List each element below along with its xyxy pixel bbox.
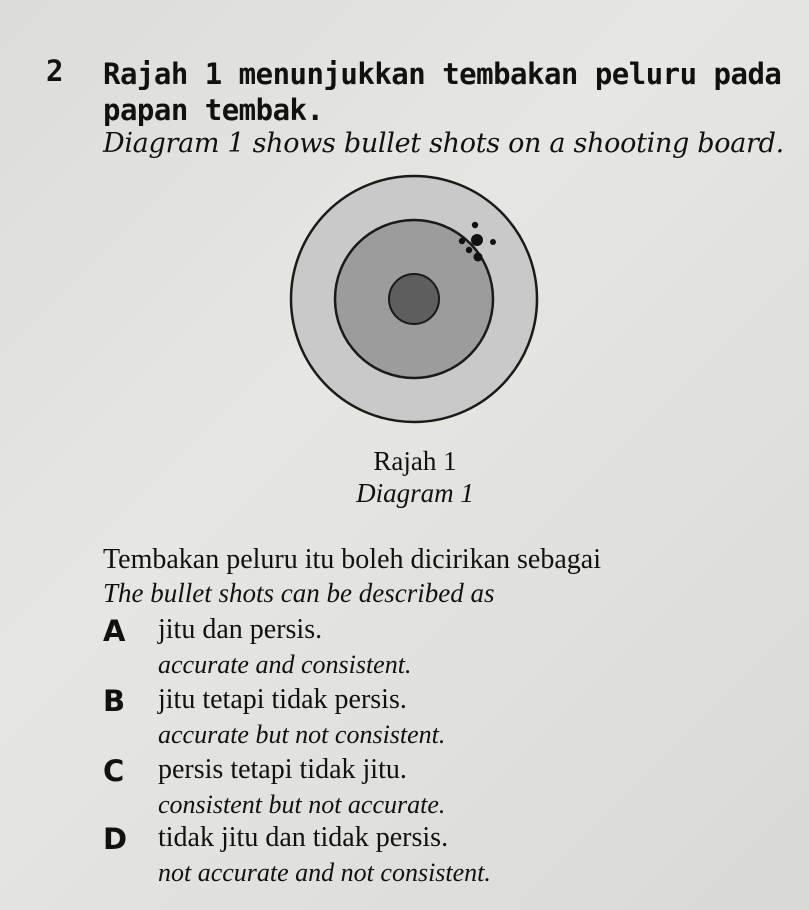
bullet-shot	[490, 239, 496, 245]
option-text-english: consistent but not accurate.	[158, 790, 446, 819]
option-text-malay: tidak jitu dan tidak persis.	[158, 822, 449, 853]
diagram-caption-malay: Rajah 1	[373, 446, 457, 476]
option-letter: C	[103, 754, 125, 788]
option-letter: D	[103, 822, 128, 856]
bullet-shot	[474, 253, 483, 262]
stem-text-english: The bullet shots can be described as	[103, 578, 495, 608]
option-text-english: accurate and consistent.	[158, 650, 412, 679]
bullet-shot	[466, 247, 472, 253]
option-text-english: not accurate and not consistent.	[158, 858, 491, 887]
bullet-shot	[471, 234, 483, 246]
stem-text-malay: Tembakan peluru itu boleh dicirikan sebagai	[103, 544, 601, 575]
option-text-malay: jitu tetapi tidak persis.	[158, 684, 407, 715]
bullet-shot	[459, 238, 465, 244]
option-text-malay: persis tetapi tidak jitu.	[158, 754, 407, 785]
bullet-shot	[472, 222, 478, 228]
option-letter: B	[103, 684, 126, 718]
option-letter: A	[103, 614, 126, 648]
question-number: 2	[46, 54, 64, 88]
question-text-malay: Rajah 1 menunjukkan tembakan peluru pada papan tembak.	[103, 57, 782, 127]
question-text-english: Diagram 1 shows bullet shots on a shooting board.	[103, 128, 784, 159]
diagram-caption-english: Diagram 1	[356, 478, 474, 508]
target-bullseye	[389, 274, 439, 324]
option-text-malay: jitu dan persis.	[158, 614, 323, 645]
option-text-english: accurate but not consistent.	[158, 720, 446, 749]
shooting-board-diagram	[288, 173, 540, 425]
